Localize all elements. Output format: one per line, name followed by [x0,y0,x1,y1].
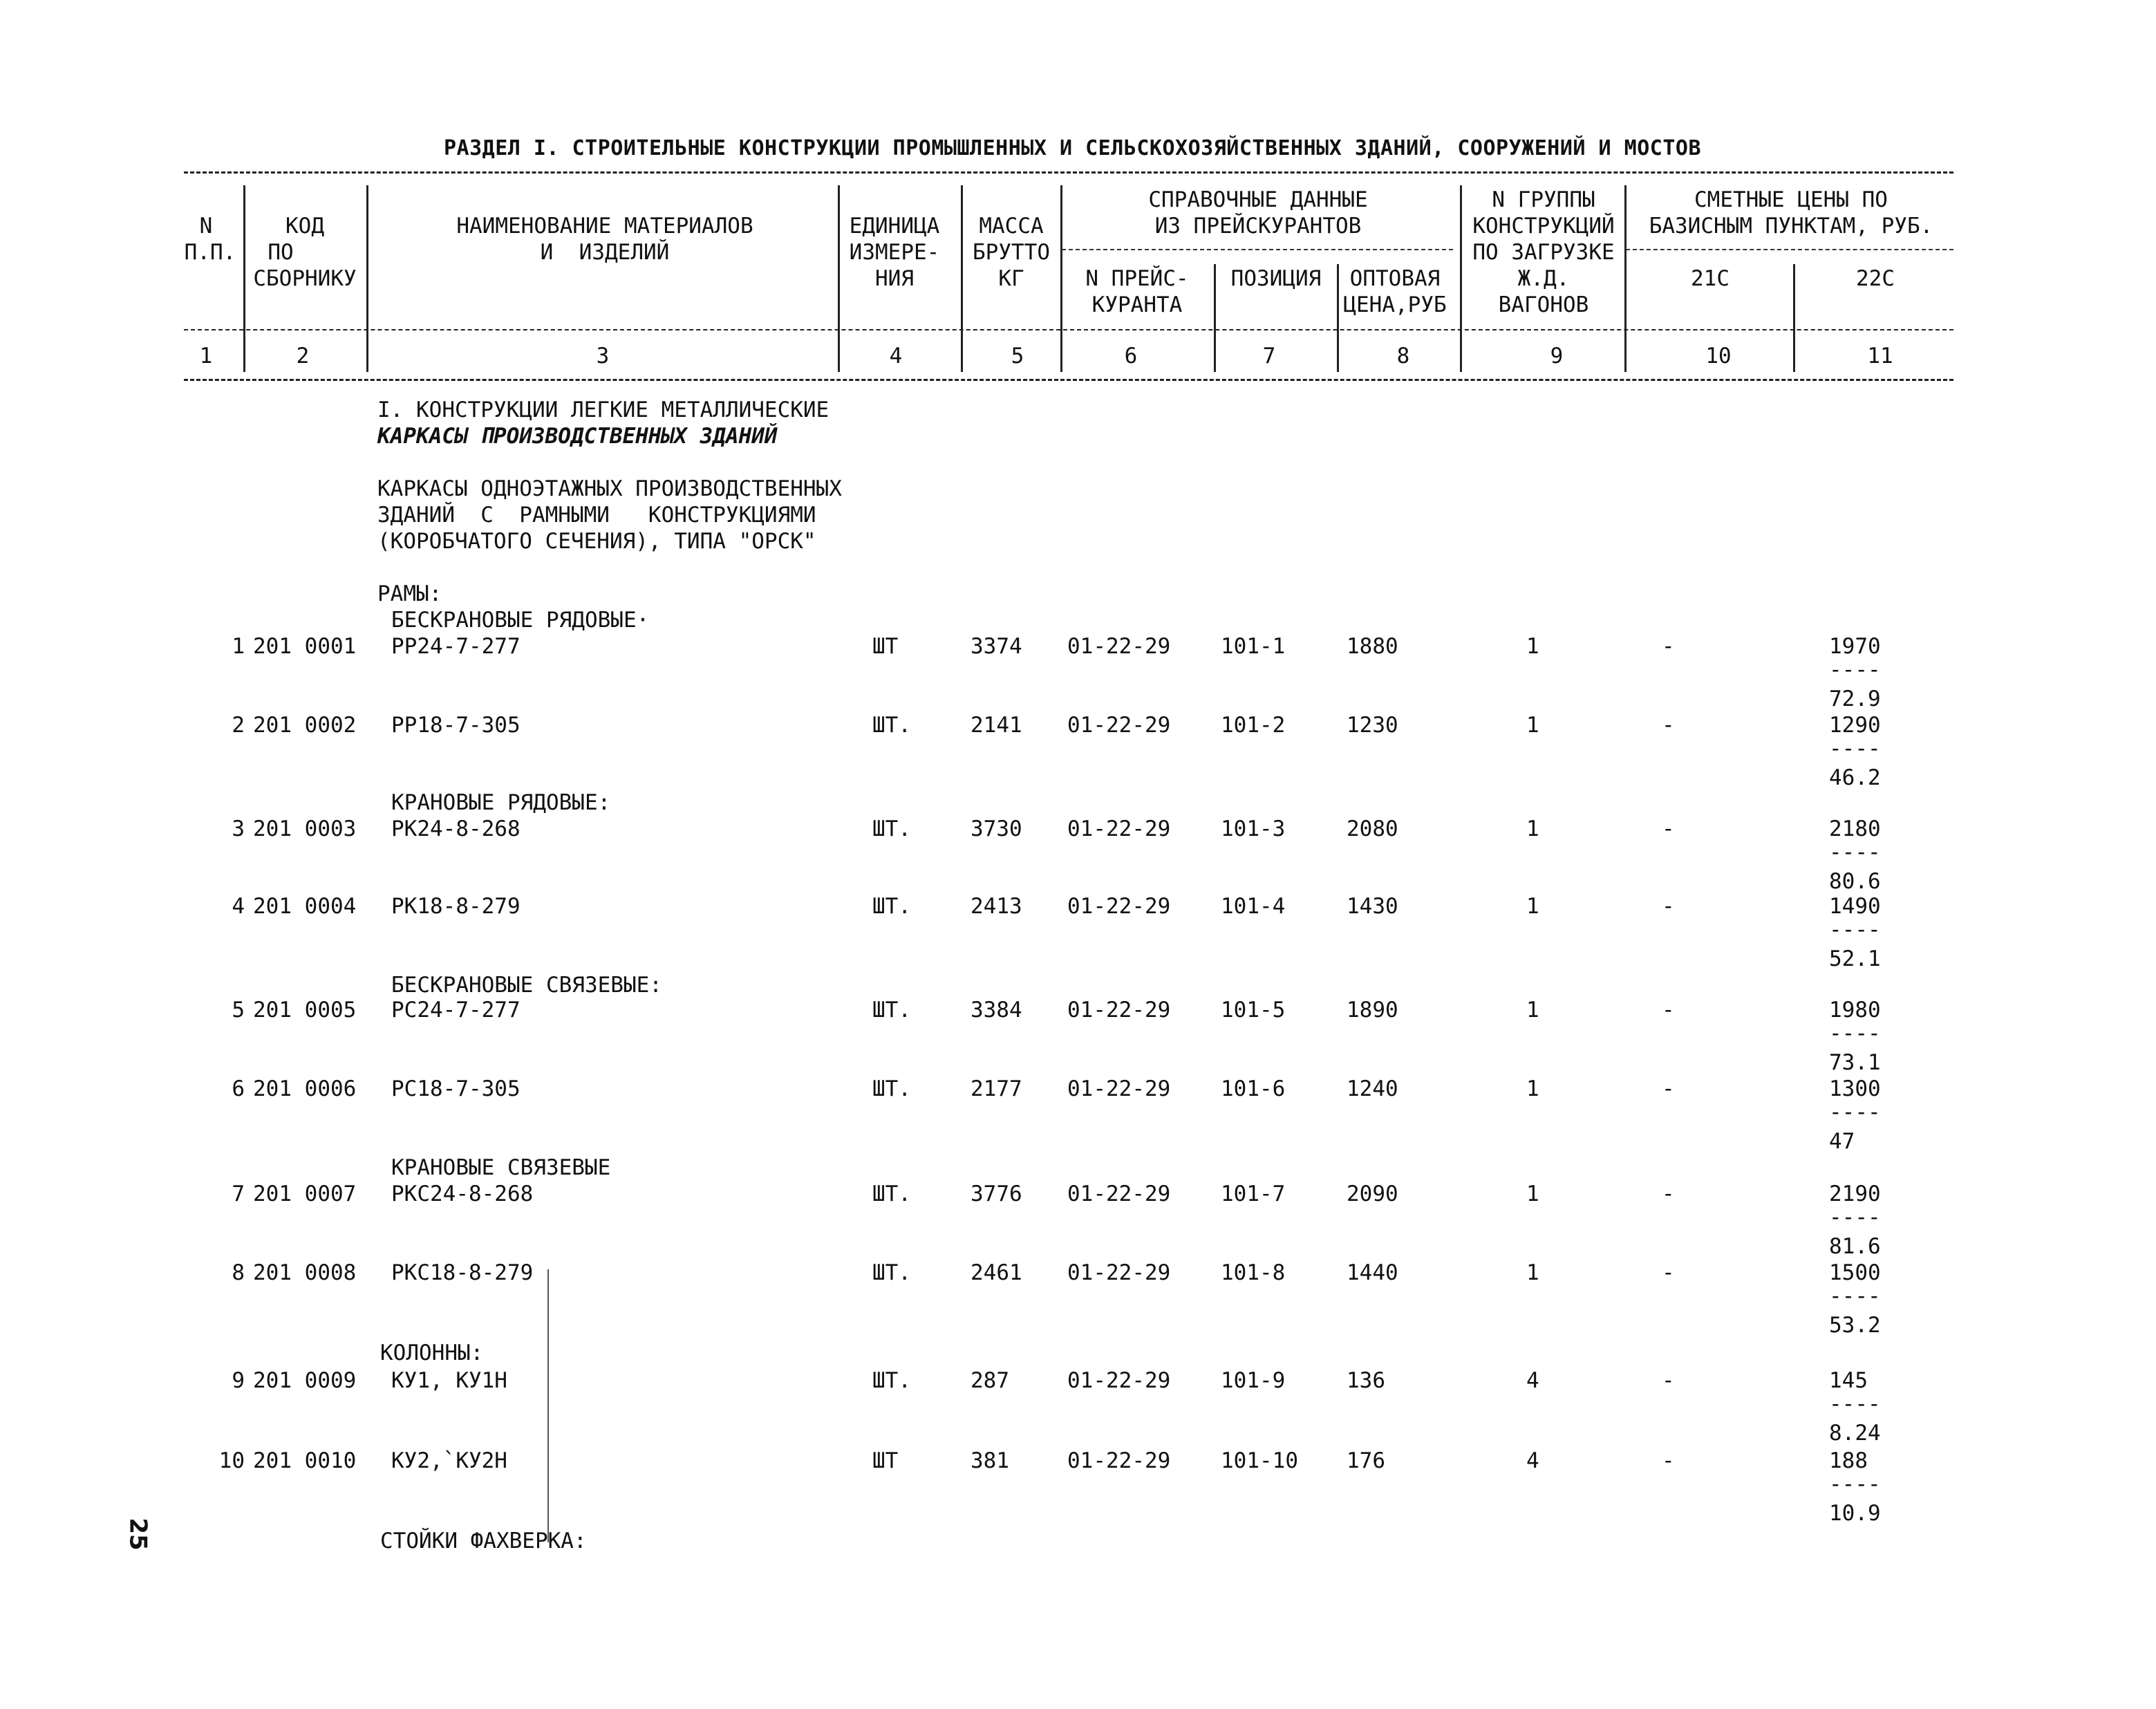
row-number: 7 [232,1182,245,1206]
section-subheading: КАРКАСЫ ПРОИЗВОДСТВЕННЫХ ЗДАНИЙ [377,424,778,449]
row-price-21c: - [1662,1260,1675,1285]
row-price-22c: 1970 [1829,634,1881,659]
col6-header-line1: N ПРЕЙС- [1085,266,1189,291]
row-loading-group: 1 [1526,894,1539,919]
row-price-21c: - [1662,634,1675,659]
group-crane-row: КРАНОВЫЕ РЯДОВЫЕ: [391,790,611,815]
row-price-22c-secondary: 46.2 [1829,765,1881,790]
row-unit: ШТ. [872,1368,911,1393]
row-name: РР24-7-277 [391,634,521,659]
row-position: 101-6 [1221,1076,1286,1101]
row-name: КУ1, КУ1Н [391,1368,507,1393]
section-description-line3: (КОРОБЧАТОГО СЕЧЕНИЯ), ТИПА "ОРСК" [377,529,816,554]
column-number: 9 [1550,344,1564,368]
row-fraction-line: ---- [1829,1100,1881,1125]
row-position: 101-3 [1221,816,1286,841]
section-description-line2: ЗДАНИЙ С РАМНЫМИ КОНСТРУКЦИЯМИ [377,503,816,527]
row-number: 1 [232,634,245,659]
row-number: 3 [232,816,245,841]
row-name: РС18-7-305 [391,1076,521,1101]
row-price-22c-secondary: 53.2 [1829,1313,1881,1338]
row-code: 201 0002 [253,713,357,738]
header-number-rule [184,329,1953,330]
group-columns: КОЛОННЫ: [380,1341,484,1365]
row-price-list: 01-22-29 [1067,1260,1171,1285]
group-craneless-braced: БЕСКРАНОВЫЕ СВЯЗЕВЫЕ: [391,973,662,998]
row-wholesale-price: 1240 [1347,1076,1398,1101]
row-mass: 2177 [971,1076,1022,1101]
ref-group-header-line1: СПРАВОЧНЫЕ ДАННЫЕ [1148,187,1368,212]
col5-header-line1: МАССА [979,214,1044,239]
ref-group-rule [1062,249,1453,250]
row-mass: 3730 [971,816,1022,841]
row-price-list: 01-22-29 [1067,634,1171,659]
row-unit: ШТ. [872,894,911,919]
column-number: 7 [1262,344,1276,368]
row-unit: ШТ. [872,713,911,738]
row-loading-group: 1 [1526,1182,1539,1206]
row-code: 201 0004 [253,894,357,919]
row-position: 101-7 [1221,1182,1286,1206]
row-number: 5 [232,998,245,1022]
row-loading-group: 1 [1526,998,1539,1022]
group-craneless-row: БЕСКРАНОВЫЕ РЯДОВЫЕ· [391,608,650,633]
header-column-divider [1214,264,1216,372]
col9-header-line3: ПО ЗАГРУЗКЕ [1472,240,1615,265]
col11-header: 22С [1856,266,1895,291]
row-position: 101-2 [1221,713,1286,738]
section-title: РАЗДЕЛ I. СТРОИТЕЛЬНЫЕ КОНСТРУКЦИИ ПРОМЫШЛЕННЫХ И СЕЛЬСКОХОЗЯЙСТВЕННЫХ ЗДАНИЙ, СООРУЖЕНИЙ И МОСТОВ [444,136,1702,160]
row-fraction-line: ---- [1829,657,1881,682]
row-loading-group: 4 [1526,1368,1539,1393]
price-group-rule [1626,249,1953,250]
row-name: КУ2,`КУ2Н [391,1448,507,1473]
column-number: 6 [1124,344,1138,368]
row-position: 101-8 [1221,1260,1286,1285]
row-position: 101-9 [1221,1368,1286,1393]
row-wholesale-price: 176 [1347,1448,1385,1473]
row-wholesale-price: 2090 [1347,1182,1398,1206]
scan-artifact-line [547,1269,549,1542]
col9-header-line1: N ГРУППЫ [1492,187,1595,212]
header-column-divider [243,185,245,372]
row-unit: ШТ [872,634,899,659]
row-unit: ШТ. [872,1260,911,1285]
row-mass: 3374 [971,634,1022,659]
row-fraction-line: ---- [1829,917,1881,942]
row-code: 201 0005 [253,998,357,1022]
col5-header-line3: КГ [998,266,1024,291]
row-fraction-line: ---- [1829,1021,1881,1046]
row-name: РР18-7-305 [391,713,521,738]
row-wholesale-price: 1440 [1347,1260,1398,1285]
row-number: 6 [232,1076,245,1101]
row-mass: 2141 [971,713,1022,738]
row-loading-group: 4 [1526,1448,1539,1473]
col10-header: 21С [1691,266,1730,291]
page-number: 25 [124,1517,152,1551]
section-heading: I. КОНСТРУКЦИИ ЛЕГКИЕ МЕТАЛЛИЧЕСКИЕ [377,398,829,422]
row-wholesale-price: 1430 [1347,894,1398,919]
row-wholesale-price: 1880 [1347,634,1398,659]
row-code: 201 0010 [253,1448,357,1473]
row-number: 9 [232,1368,245,1393]
row-price-22c-secondary: 72.9 [1829,687,1881,711]
price-group-header-line2: БАЗИСНЫМ ПУНКТАМ, РУБ. [1649,214,1933,239]
col2-header-line1: КОД [285,214,324,239]
row-price-21c: - [1662,1182,1675,1206]
column-number: 5 [1011,344,1024,368]
row-unit: ШТ. [872,998,911,1022]
row-wholesale-price: 136 [1347,1368,1385,1393]
header-column-divider [1337,264,1339,372]
col9-header-line5: ВАГОНОВ [1498,292,1589,317]
row-price-21c: - [1662,713,1675,738]
col9-header-line4: Ж.Д. [1517,266,1570,291]
row-price-list: 01-22-29 [1067,713,1171,738]
col7-header: ПОЗИЦИЯ [1230,266,1322,291]
col9-header-line2: КОНСТРУКЦИЙ [1472,214,1615,239]
row-number: 8 [232,1260,245,1285]
row-fraction-line: ---- [1829,1284,1881,1309]
row-price-list: 01-22-29 [1067,894,1171,919]
row-name: РКС18-8-279 [391,1260,534,1285]
row-price-list: 01-22-29 [1067,1368,1171,1393]
header-top-rule [184,171,1953,174]
row-price-21c: - [1662,816,1675,841]
header-column-divider [961,185,963,372]
row-fraction-line: ---- [1829,1392,1881,1417]
row-wholesale-price: 1890 [1347,998,1398,1022]
header-column-divider [1460,185,1462,372]
row-name: РКС24-8-268 [391,1182,534,1206]
row-number: 10 [218,1448,245,1473]
row-price-22c-secondary: 52.1 [1829,946,1881,971]
column-number: 4 [889,344,903,368]
row-name: РС24-7-277 [391,998,521,1022]
header-column-divider [838,185,840,372]
row-price-22c: 1490 [1829,894,1881,919]
col3-header-line1: НАИМЕНОВАНИЕ МАТЕРИАЛОВ [456,214,753,239]
price-group-header-line1: СМЕТНЫЕ ЦЕНЫ ПО [1694,187,1888,212]
row-price-22c-secondary: 73.1 [1829,1050,1881,1075]
row-position: 101-10 [1221,1448,1298,1473]
col8-header-line2: ЦЕНА,РУБ [1343,292,1447,317]
row-price-21c: - [1662,1076,1675,1101]
row-price-22c-secondary: 80.6 [1829,869,1881,894]
col2-header-line2: ПО [268,240,294,265]
row-position: 101-4 [1221,894,1286,919]
group-framework-posts: СТОЙКИ ФАХВЕРКА: [380,1529,587,1553]
row-price-list: 01-22-29 [1067,816,1171,841]
row-price-21c: - [1662,998,1675,1022]
row-fraction-line: ---- [1829,1205,1881,1230]
row-price-22c-secondary: 10.9 [1829,1501,1881,1526]
row-position: 101-1 [1221,634,1286,659]
col1-header-line2: П.П. [184,240,236,265]
row-mass: 381 [971,1448,1009,1473]
row-price-22c: 188 [1829,1448,1868,1473]
col5-header-line2: БРУТТО [973,240,1050,265]
col2-header-line3: СБОРНИКУ [253,266,357,291]
row-price-list: 01-22-29 [1067,998,1171,1022]
row-unit: ШТ. [872,1076,911,1101]
row-code: 201 0003 [253,816,357,841]
row-price-21c: - [1662,894,1675,919]
row-mass: 3384 [971,998,1022,1022]
row-code: 201 0007 [253,1182,357,1206]
row-unit: ШТ [872,1448,899,1473]
row-price-22c: 1300 [1829,1076,1881,1101]
row-code: 201 0006 [253,1076,357,1101]
ref-group-header-line2: ИЗ ПРЕЙСКУРАНТОВ [1154,214,1362,239]
col4-header-line2: ИЗМЕРЕ- [849,240,940,265]
column-number: 8 [1396,344,1410,368]
column-number: 1 [199,344,213,368]
row-price-22c-secondary: 8.24 [1829,1421,1881,1446]
column-number: 3 [596,344,610,368]
section-description-line1: КАРКАСЫ ОДНОЭТАЖНЫХ ПРОИЗВОДСТВЕННЫХ [377,476,842,501]
row-code: 201 0009 [253,1368,357,1393]
row-fraction-line: ---- [1829,736,1881,761]
col1-header-line1: N [199,214,213,239]
header-column-divider [1793,264,1795,372]
row-price-22c: 145 [1829,1368,1868,1393]
row-price-22c: 1980 [1829,998,1881,1022]
header-column-divider [1624,185,1627,372]
column-number: 11 [1867,344,1893,368]
row-loading-group: 1 [1526,713,1539,738]
row-unit: ШТ. [872,1182,911,1206]
row-number: 4 [232,894,245,919]
row-mass: 2413 [971,894,1022,919]
row-code: 201 0001 [253,634,357,659]
row-mass: 3776 [971,1182,1022,1206]
row-name: РК18-8-279 [391,894,521,919]
row-unit: ШТ. [872,816,911,841]
col3-header-line2: И ИЗДЕЛИЙ [540,240,670,265]
row-number: 2 [232,713,245,738]
column-number: 10 [1705,344,1732,368]
row-price-22c: 1500 [1829,1260,1881,1285]
row-price-22c-secondary: 81.6 [1829,1234,1881,1259]
row-price-list: 01-22-29 [1067,1448,1171,1473]
row-price-21c: - [1662,1368,1675,1393]
col4-header-line1: ЕДИНИЦА [849,214,940,239]
row-price-22c: 2180 [1829,816,1881,841]
column-number: 2 [296,344,310,368]
row-price-list: 01-22-29 [1067,1182,1171,1206]
col4-header-line3: НИЯ [875,266,914,291]
row-price-22c: 1290 [1829,713,1881,738]
row-price-21c: - [1662,1448,1675,1473]
row-wholesale-price: 2080 [1347,816,1398,841]
header-column-divider [1060,185,1062,372]
header-bottom-rule [184,379,1953,381]
row-price-22c: 2190 [1829,1182,1881,1206]
row-loading-group: 1 [1526,816,1539,841]
row-fraction-line: ---- [1829,1472,1881,1497]
row-mass: 2461 [971,1260,1022,1285]
group-frames: РАМЫ: [377,581,442,606]
row-loading-group: 1 [1526,634,1539,659]
row-mass: 287 [971,1368,1009,1393]
row-fraction-line: ---- [1829,840,1881,865]
row-code: 201 0008 [253,1260,357,1285]
header-column-divider [366,185,368,372]
row-name: РК24-8-268 [391,816,521,841]
row-price-22c-secondary: 47 [1829,1129,1855,1154]
col8-header-line1: ОПТОВАЯ [1349,266,1441,291]
row-wholesale-price: 1230 [1347,713,1398,738]
row-loading-group: 1 [1526,1260,1539,1285]
row-position: 101-5 [1221,998,1286,1022]
row-price-list: 01-22-29 [1067,1076,1171,1101]
row-loading-group: 1 [1526,1076,1539,1101]
col6-header-line2: КУРАНТА [1091,292,1183,317]
group-crane-braced: КРАНОВЫЕ СВЯЗЕВЫЕ [391,1155,611,1180]
